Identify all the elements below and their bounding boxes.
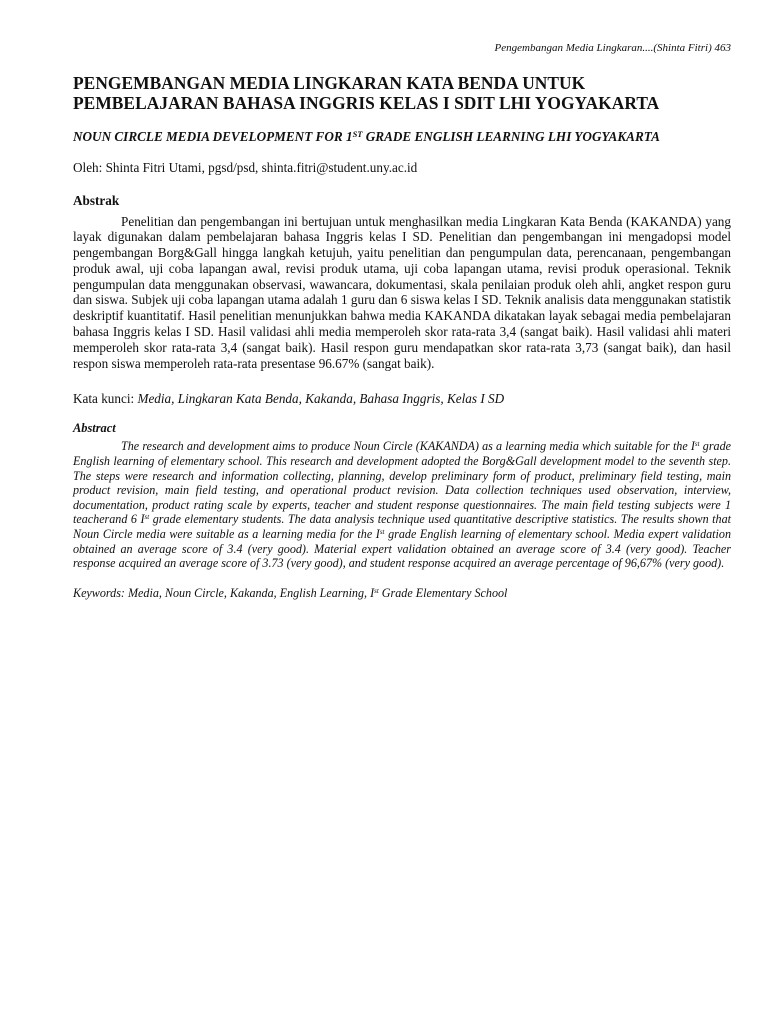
abstrak-paragraph: Penelitian dan pengembangan ini bertujuan untuk menghasilkan media Lingkaran Kata Benda (KAKANDA) yang layak digunakan dalam pembelajaran bahasa Inggris kelas I SD. Penelitian dan pengembangan ini mengadopsi model pengembangan Borg&Gall hingga langkah ketujuh, yaitu penelitian dan pengumpulan data, perencanaan, pengembangan produk awal, uji coba lapangan awal, revisi produk utama, uji coba lapangan utama, revisi produk operasional. Teknik pengumpulan data menggunakan observasi, wawancara, dokumentasi, skala penilaian produk oleh ahli, angket respon guru dan siswa. Subjek uji coba lapangan utama adalah 1 guru dan 6 siswa kelas I SD. Teknik analisis data menggunakan statistik deskriptif kuantitatif. Hasil penelitian menunjukkan bahwa media KAKANDA dikatakan layak sebagai media pembelajaran bahasa Inggris kelas I SD. Hasil validasi ahli media memperoleh skor rata-rata 3,4 (sangat baik). Hasil validasi ahli materi memperoleh skor rata-rata 3,4 (sangat baik). Hasil respon guru mendapatkan skor rata-rata 3,73 (sangat baik), dan hasil respon siswa memperoleh rata-rata presentase 96.67% (sangat baik). (73, 213, 731, 371)
running-head: Pengembangan Media Lingkaran....(Shinta Fitri) 463 (494, 42, 731, 54)
abstract-heading: Abstract (73, 421, 116, 436)
abstract-text-4: grade English learning of elementary school. Media expert validation obtained an average score of 3.4 (very good). Material expert validation obtained an average score of 3.4 (very good). Teacher response acquired an average score of 3.73 (very good), and student response acquired an average percentage of 96,67% (very good). (73, 527, 731, 571)
abstract-text-2: grade English learning of elementary school. This research and development adopted the Borg&Gall development model to the seventh step. The steps were research and information collecting, planning, develop preliminary form of product, preliminary field testing, main product revision, main field testing, and operational product revision. Data collection techniques used observation, interview, documentation, product rating scale by experts, teacher and student response questionnaires. The main field testing subjects were 1 teacherand 6 I (73, 439, 731, 527)
kata-kunci (73, 391, 731, 407)
kata-kunci-values: Media, Lingkaran Kata Benda, Kakanda, Bahasa Inggris, Kelas I SD (137, 391, 505, 407)
abstract-superscript-1: st (694, 440, 700, 449)
kata-kunci-label: Kata kunci: (73, 391, 138, 407)
keywords-superscript: st (374, 586, 379, 595)
abstract-paragraph (73, 439, 731, 570)
keywords-text-a: Keywords: Media, Noun Circle, Kakanda, English Learning, I (73, 585, 375, 600)
abstract-text-1: The research and development aims to produce Noun Circle (KAKANDA) as a learning media which suitable for the I (121, 439, 695, 454)
author-line: Oleh: Shinta Fitri Utami, pgsd/psd, shinta.fitri@student.uny.ac.id (73, 159, 418, 175)
paper-title-line-1: PENGEMBANGAN MEDIA LINGKARAN KATA BENDA UNTUK (73, 73, 586, 93)
paper-title (73, 73, 731, 113)
abstract-superscript-2: st (144, 513, 150, 522)
english-title-text-a: NOUN CIRCLE MEDIA DEVELOPMENT FOR 1 (73, 129, 353, 144)
abstract-superscript-3: st (379, 528, 385, 537)
keywords-line (73, 586, 731, 601)
english-title-superscript: ST (352, 129, 363, 139)
paper-title-line-2: PEMBELAJARAN BAHASA INGGRIS KELAS I SDIT LHI YOGYAKARTA (73, 93, 660, 113)
abstract-text-3: grade elementary students. The data analysis technique used quantitative descriptive statistics. The results shown that Noun Circle media were suitable as a learning media for the I (73, 512, 731, 542)
abstrak-heading: Abstrak (73, 192, 120, 208)
english-title-text-b: GRADE ENGLISH LEARNING LHI YOGYAKARTA (362, 129, 660, 144)
keywords-text-b: Grade Elementary School (378, 585, 508, 600)
english-title (73, 129, 731, 146)
